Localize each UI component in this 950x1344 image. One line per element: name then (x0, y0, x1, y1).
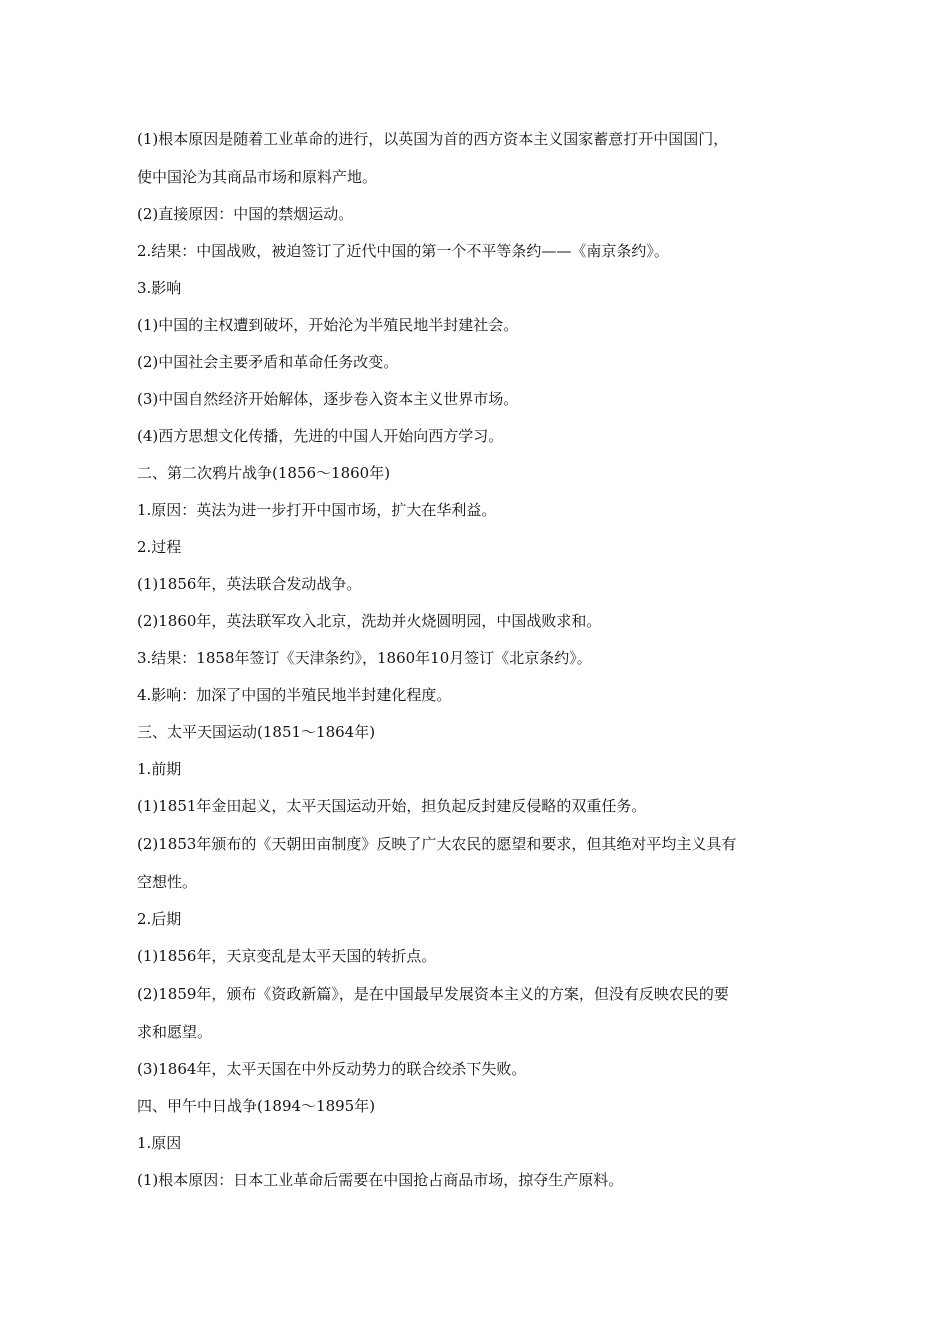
paragraph-line: 1.原因：英法为进一步打开中国市场，扩大在华利益。 (137, 501, 497, 519)
paragraph-line: (3)1864年，太平天国在中外反动势力的联合绞杀下失败。 (137, 1060, 527, 1078)
paragraph-line: (1)中国的主权遭到破坏，开始沦为半殖民地半封建社会。 (137, 316, 519, 334)
paragraph-line: 3.结果：1858年签订《天津条约》，1860年10月签订《北京条约》。 (137, 649, 592, 667)
paragraph-line: (2)1853年颁布的《天朝田亩制度》反映了广大农民的愿望和要求，但其绝对平均主义具有 (137, 835, 737, 853)
subheading: 3.影响 (137, 279, 182, 297)
paragraph-line: (1)根本原因：日本工业革命后需要在中国抢占商品市场，掠夺生产原料。 (137, 1171, 624, 1189)
document-body (137, 120, 827, 1199)
paragraph-line: (1)1856年，英法联合发动战争。 (137, 575, 362, 593)
subheading: 1.前期 (137, 760, 182, 778)
subheading: 1.原因 (137, 1134, 182, 1152)
paragraph-line: (2)1859年，颁布《资政新篇》，是在中国最早发展资本主义的方案，但没有反映农民的要 (137, 985, 729, 1003)
paragraph-line: (4)西方思想文化传播，先进的中国人开始向西方学习。 (137, 427, 504, 445)
paragraph-line: (2)直接原因：中国的禁烟运动。 (137, 205, 354, 223)
section-heading: 四、甲午中日战争(1894～1895年) (137, 1097, 376, 1115)
paragraph-line: (1)根本原因是随着工业革命的进行，以英国为首的西方资本主义国家蓄意打开中国国门， (137, 130, 729, 148)
paragraph-line: 2.结果：中国战败，被迫签订了近代中国的第一个不平等条约——《南京条约》。 (137, 242, 669, 260)
paragraph-line: (3)中国自然经济开始解体，逐步卷入资本主义世界市场。 (137, 390, 519, 408)
paragraph-line: 4.影响：加深了中国的半殖民地半封建化程度。 (137, 686, 452, 704)
paragraph-line: (1)1856年，天京变乱是太平天国的转折点。 (137, 947, 437, 965)
subheading: 2.后期 (137, 910, 182, 928)
paragraph-line: (2)1860年，英法联军攻入北京，洗劫并火烧圆明园，中国战败求和。 (137, 612, 602, 630)
section-heading: 二、第二次鸦片战争(1856～1860年) (137, 464, 391, 482)
paragraph-line: 空想性。 (137, 873, 198, 891)
paragraph-line: 使中国沦为其商品市场和原料产地。 (137, 168, 378, 186)
subheading: 2.过程 (137, 538, 182, 556)
paragraph-line: (2)中国社会主要矛盾和革命任务改变。 (137, 353, 399, 371)
paragraph-line: 求和愿望。 (137, 1023, 213, 1041)
section-heading: 三、太平天国运动(1851～1864年) (137, 723, 376, 741)
paragraph-line: (1)1851年金田起义，太平天国运动开始，担负起反封建反侵略的双重任务。 (137, 797, 647, 815)
